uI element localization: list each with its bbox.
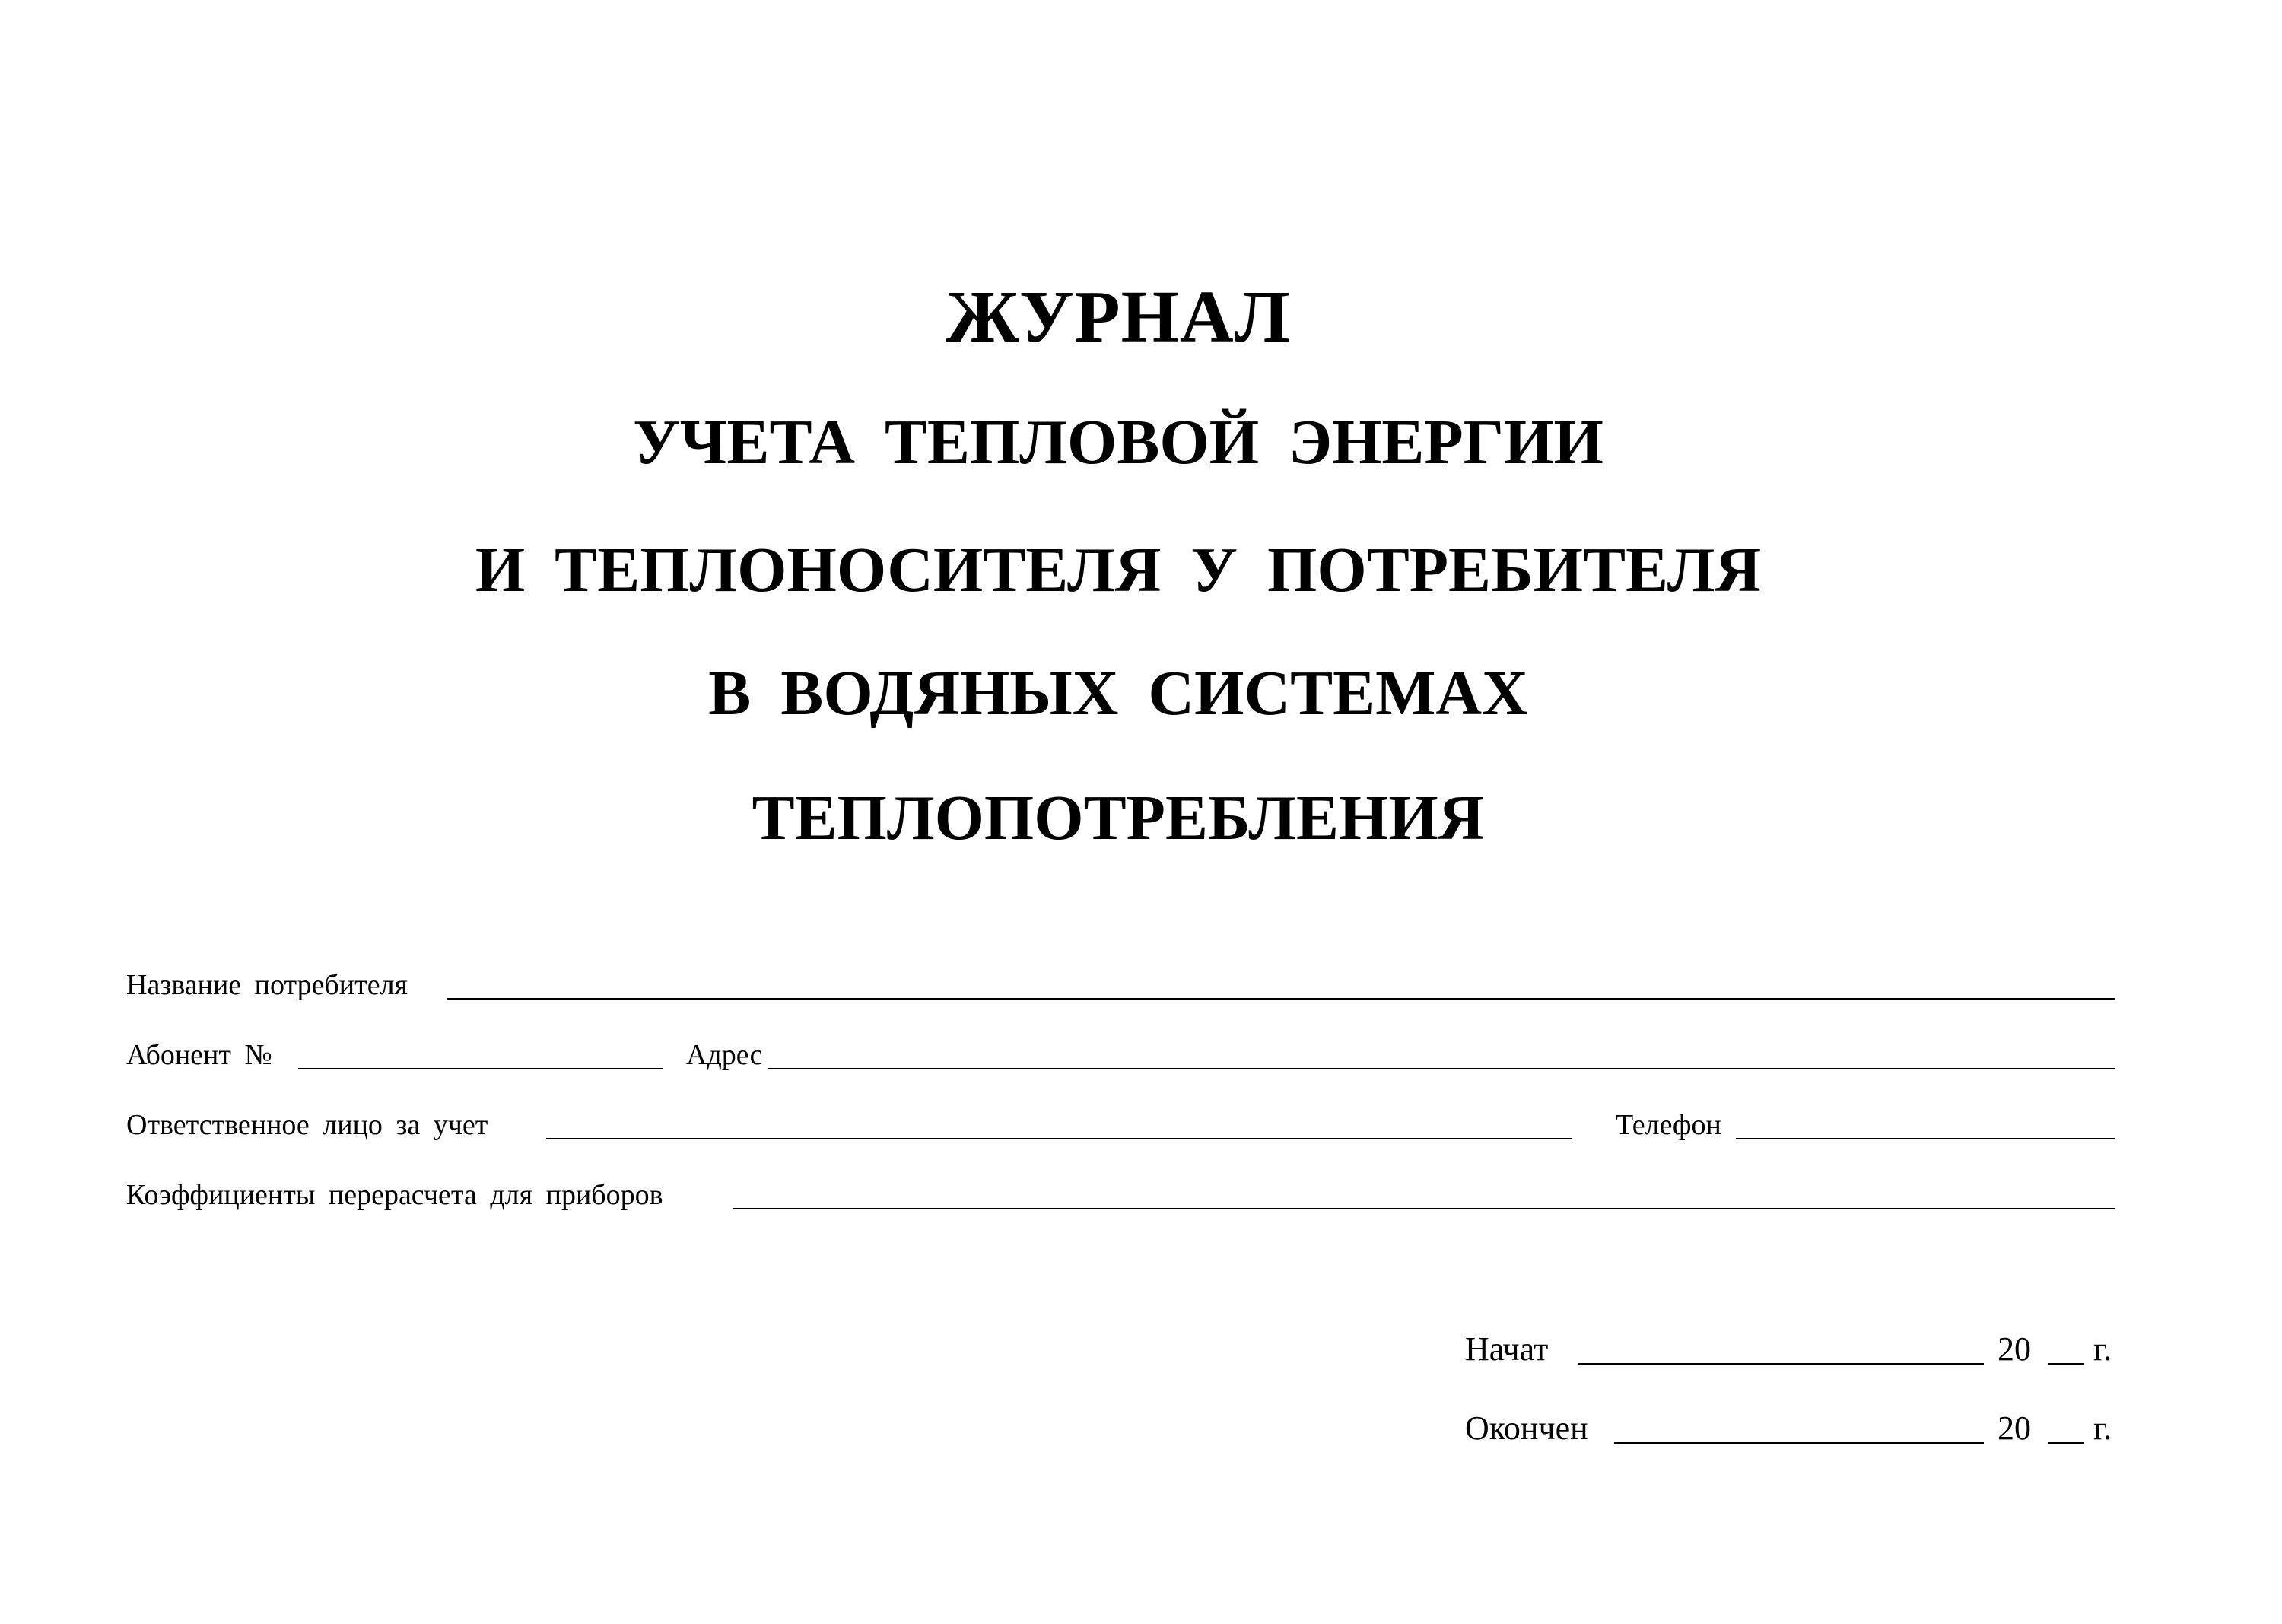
ended-year-suffix: г. (2093, 1409, 2112, 1447)
subscriber-number-label: Абонент № (126, 1039, 272, 1071)
coefficients-label: Коэффициенты перерасчета для приборов (126, 1179, 663, 1211)
phone-field[interactable] (1736, 1138, 2115, 1139)
started-year-prefix: 20 (1998, 1330, 2031, 1368)
coefficients-field[interactable] (733, 1208, 2115, 1209)
title-line-2: УЧЕТА ТЕПЛОВОЙ ЭНЕРГИИ (633, 407, 1603, 478)
ended-year-prefix: 20 (1998, 1409, 2031, 1447)
title-line-4: В ВОДЯНЫХ СИСТЕМАХ (708, 658, 1528, 729)
ended-year-field[interactable] (2048, 1442, 2084, 1444)
responsible-person-label: Ответственное лицо за учет (126, 1109, 488, 1141)
subscriber-number-field[interactable] (298, 1068, 663, 1069)
address-field[interactable] (768, 1068, 2115, 1069)
started-year-field[interactable] (2048, 1363, 2084, 1365)
title-line-3: И ТЕПЛОНОСИТЕЛЯ У ПОТРЕБИТЕЛЯ (475, 535, 1762, 605)
responsible-person-field[interactable] (546, 1138, 1572, 1139)
ended-label: Окончен (1465, 1409, 1588, 1447)
consumer-name-label: Название потребителя (126, 969, 408, 1001)
consumer-name-field[interactable] (447, 998, 2115, 1000)
title-line-1: ЖУРНАЛ (946, 276, 1291, 358)
started-date-field[interactable] (1578, 1363, 1984, 1365)
started-label: Начат (1465, 1330, 1549, 1368)
ended-date-field[interactable] (1614, 1442, 1984, 1444)
phone-label: Телефон (1616, 1109, 1721, 1141)
title-line-5: ТЕПЛОПОТРЕБЛЕНИЯ (752, 783, 1485, 853)
address-label: Адрес (686, 1039, 763, 1071)
started-year-suffix: г. (2093, 1330, 2112, 1368)
